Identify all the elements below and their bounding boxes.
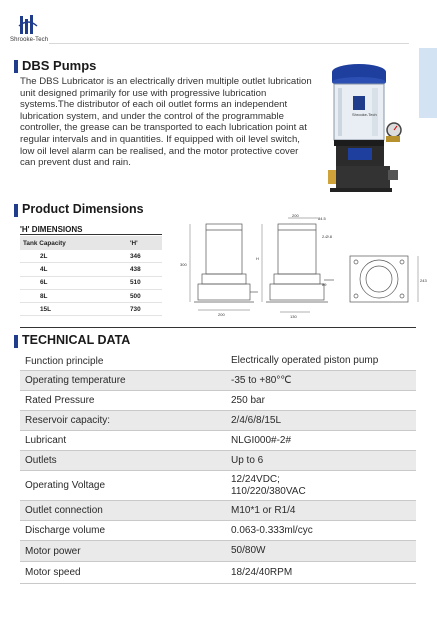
table-row bbox=[20, 431, 416, 451]
page-header bbox=[0, 0, 437, 50]
dims-cell-h: 730 bbox=[130, 305, 141, 313]
section-marker bbox=[14, 335, 18, 348]
dims-header-h: 'H' bbox=[130, 239, 138, 247]
tech-value: 250 bar bbox=[231, 394, 265, 406]
dims-table bbox=[20, 236, 162, 316]
table-row bbox=[20, 471, 416, 501]
dims-cell-capacity: 4L bbox=[40, 265, 48, 273]
tech-label: Operating Voltage bbox=[25, 480, 106, 491]
tech-value-line: 12/24VDC; bbox=[231, 473, 280, 485]
tech-label: Reservoir capacity: bbox=[25, 415, 111, 426]
brand-logo-icon bbox=[18, 14, 38, 36]
tech-label: Operating temperature bbox=[25, 375, 126, 386]
dim-label-base-depth: 130 bbox=[290, 314, 297, 319]
technical-title: TECHNICAL DATA bbox=[22, 333, 131, 347]
tech-label: Discharge volume bbox=[25, 525, 106, 536]
tech-table bbox=[20, 352, 416, 584]
tech-value: M10*1 or R1/4 bbox=[231, 504, 296, 516]
table-row bbox=[20, 263, 162, 276]
table-row bbox=[20, 521, 416, 541]
section-marker bbox=[14, 60, 18, 73]
dim-label-right: 243 bbox=[420, 278, 427, 283]
table-row bbox=[20, 277, 162, 290]
table-row bbox=[20, 250, 162, 263]
table-row bbox=[20, 501, 416, 521]
tech-value: 2/4/6/8/15L bbox=[231, 414, 282, 426]
dims-table-underline bbox=[20, 234, 162, 235]
dim-label-hole: 2-Ø.8 bbox=[322, 234, 333, 239]
dims-cell-capacity: 6L bbox=[40, 279, 48, 287]
tech-value: 18/24/40RPM bbox=[231, 566, 293, 578]
tech-value: NLGI000#-2# bbox=[231, 434, 292, 446]
dims-cell-capacity: 15L bbox=[40, 305, 52, 313]
tech-label: Outlets bbox=[25, 455, 57, 466]
dims-cell-h: 346 bbox=[130, 252, 141, 260]
dim-label-small: 89 bbox=[322, 282, 327, 287]
table-row bbox=[20, 352, 416, 371]
tech-label: Motor power bbox=[25, 545, 81, 557]
dim-label-mid-height: H bbox=[256, 256, 259, 261]
dimensions-title: Product Dimensions bbox=[22, 202, 144, 216]
tech-divider bbox=[20, 327, 416, 328]
dims-cell-capacity: 2L bbox=[40, 252, 48, 260]
table-row bbox=[20, 541, 416, 562]
tech-label: Lubricant bbox=[25, 435, 67, 446]
section-marker bbox=[14, 204, 18, 217]
dims-table-title: 'H' DIMENSIONS bbox=[20, 225, 83, 234]
header-divider bbox=[49, 43, 409, 44]
tech-value: Electrically operated piston pump bbox=[231, 355, 379, 366]
tech-label: Rated Pressure bbox=[25, 395, 95, 406]
tech-value bbox=[227, 474, 416, 498]
dims-cell-h: 510 bbox=[130, 279, 141, 287]
tech-value: 50/80W bbox=[231, 545, 266, 556]
dims-cell-capacity: 8L bbox=[40, 292, 48, 300]
dims-cell-h: 438 bbox=[130, 265, 141, 273]
table-row bbox=[20, 562, 416, 584]
table-row bbox=[20, 371, 416, 391]
photo-label: Shrooke-Tech bbox=[352, 112, 377, 117]
table-row bbox=[20, 303, 162, 316]
technical-drawings bbox=[170, 210, 430, 322]
tech-label: Outlet connection bbox=[25, 505, 103, 516]
dims-header-capacity: Tank Capacity bbox=[23, 239, 66, 247]
intro-paragraph: The DBS Lubricator is an electrically driven multiple outlet lubrication unit designed primarily for use with progressive lubrication systems.The distributor of each oil outlet forms an independent lubrication system, and under the control of the programmable controller, the grease can be transported to each lubrication point at regular intervals and in quantities. If equipped with oil level switch, low oil level alarm can be realised, and the motor protective cover can prevent dust and rain. bbox=[20, 76, 312, 169]
dim-label-width-top: 200 bbox=[292, 213, 299, 218]
intro-title: DBS Pumps bbox=[22, 58, 97, 73]
tech-value: -35 to +80°℃ bbox=[231, 374, 292, 386]
brand-logo-text: Shrooke-Tech bbox=[10, 37, 49, 43]
dim-label-side-top: 84.5 bbox=[318, 216, 326, 221]
side-accent-strip bbox=[419, 48, 437, 118]
dim-label-base-width: 200 bbox=[218, 312, 225, 317]
table-row bbox=[20, 290, 162, 303]
pump-product-photo bbox=[322, 60, 420, 198]
brand-logo bbox=[10, 14, 49, 46]
dims-table-header bbox=[20, 236, 162, 250]
tech-value: Up to 6 bbox=[231, 454, 264, 466]
tech-value-line: 110/220/380VAC bbox=[231, 485, 306, 497]
tech-label: Motor speed bbox=[25, 567, 81, 578]
table-row bbox=[20, 451, 416, 471]
dim-label-height: 300 bbox=[180, 262, 187, 267]
table-row bbox=[20, 391, 416, 411]
tech-value: 0.063-0.333ml/cyc bbox=[231, 524, 313, 536]
dims-cell-h: 500 bbox=[130, 292, 141, 300]
tech-label: Function principle bbox=[25, 355, 104, 367]
table-row bbox=[20, 411, 416, 431]
